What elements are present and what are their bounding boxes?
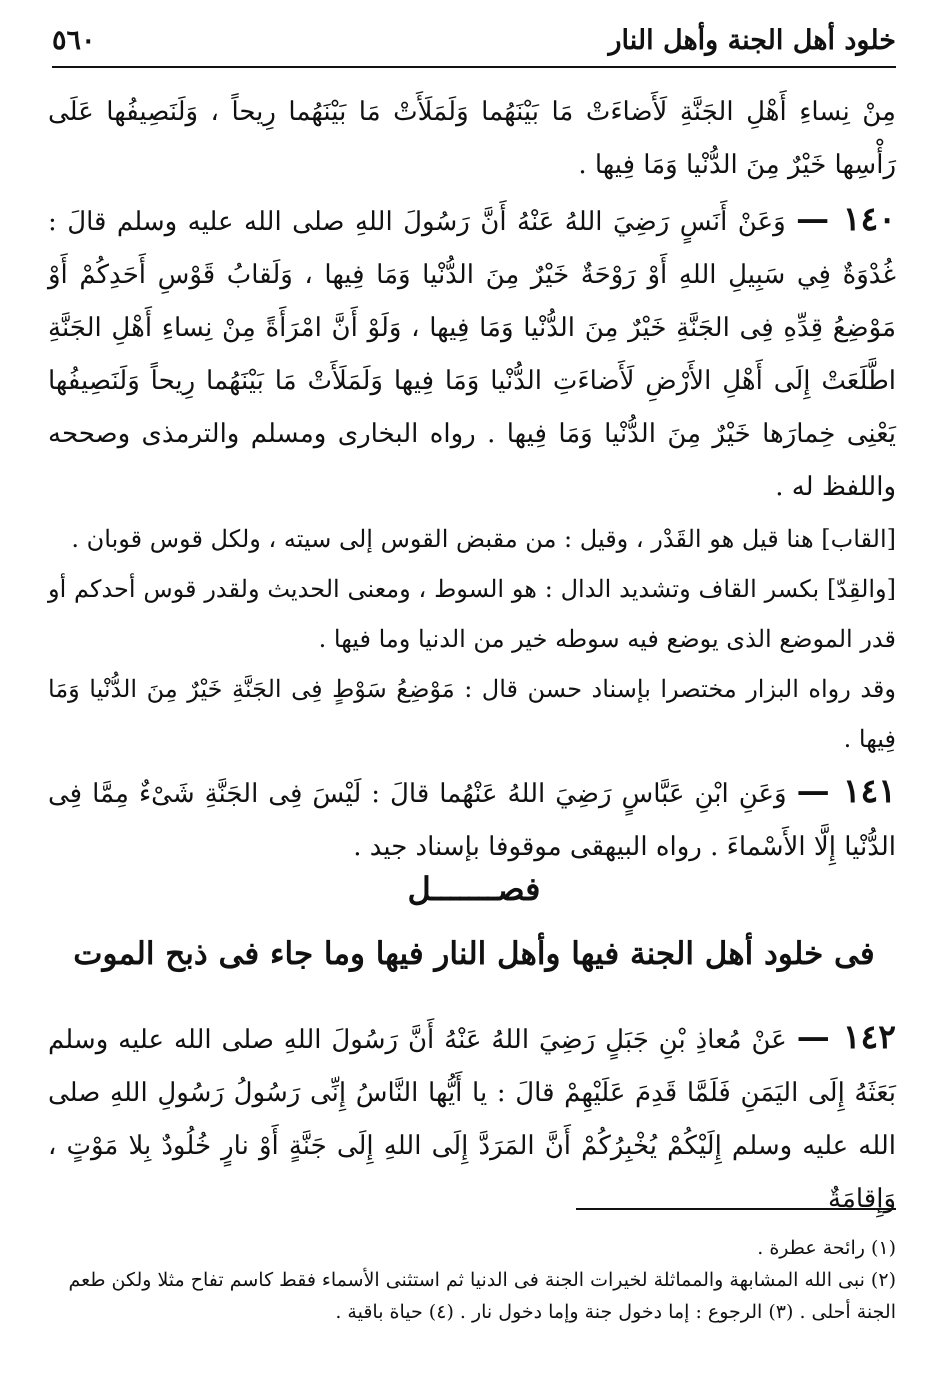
- paragraph-continuation: مِنْ نِساءِ أَهْلِ الجَنَّةِ لَأَضاءَتْ مَا بَيْنَهُما وَلَمَلَأَتْ مَا بَيْنَهُما رِيحاً ، وَلَنَصِيفُها عَلَى رَأْسِها خَيْرٌ مِنَ الدُّنْيا وَمَا فِيها .: [48, 97, 896, 180]
- hadith-141-text: وَعَنِ ابْنِ عَبَّاسٍ رَضِيَ اللهُ عَنْهُما قالَ : لَيْسَ فِى الجَنَّةِ شَىْءٌ مِمَّا فِى الدُّنْيا إِلَّا الأَسْماءَ . رواه البيهقى موقوفا بإسناد جيد .: [48, 779, 896, 862]
- hadith-142: [48, 1010, 896, 1226]
- main-text-lower: [48, 1010, 896, 1226]
- main-text-upper: [48, 86, 896, 874]
- page-number: ٥٦٠: [52, 24, 96, 56]
- note-bazzar: وقد رواه البزار مختصرا بإسناد حسن قال : مَوْضِعُ سَوْطٍ فِى الجَنَّةِ خَيْرٌ مِنَ الدُّنْيا وَمَا فِيها .: [48, 675, 896, 753]
- running-title: خلود أهل الجنة وأهل النار: [608, 24, 896, 56]
- footnotes: [48, 1232, 896, 1328]
- footnote-2-3-4: (٢) نبى الله المشابهة والمماثلة لخيرات الجنة فى الدنيا ثم استثنى الأسماء فقط كاسم تفاح مثلا ولكن طعم الجنة أحلى . (٣) الرجوع : إما دخول جنة وإما دخول نار . (٤) حياة باقية .: [68, 1269, 896, 1323]
- hadith-142-number: ١٤٢ —: [796, 1017, 896, 1056]
- note-qab: [القاب] هنا قيل هو القَدْر ، وقيل : من مقبض القوس إلى سيته ، ولكل قوس قوبان .: [71, 525, 896, 553]
- footnote-rule: [576, 1208, 896, 1210]
- section-heading-word: فصـــــــل: [407, 870, 541, 908]
- page-header: [52, 18, 896, 62]
- hadith-140: [48, 192, 896, 514]
- footnote-1: (١) رائحة عطرة .: [757, 1237, 896, 1259]
- note-qidd: [والقِدّ] بكسر القاف وتشديد الدال : هو السوط ، ومعنى الحديث ولقدر قوس أحدكم أو قدر الموضع الذى يوضع فيه سوطه خير من الدنيا وما فيها .: [48, 575, 896, 653]
- hadith-141-number: ١٤١ —: [796, 771, 896, 810]
- hadith-142-text: عَنْ مُعاذِ بْنِ جَبَلٍ رَضِيَ اللهُ عَنْهُ أَنَّ رَسُولَ اللهِ صلى الله عليه وسلم بَعَثَهُ إِلَى اليَمَنِ فَلَمَّا قَدِمَ عَلَيْهِمْ قالَ : يا أَيُّها النَّاسُ إِنِّى رَسُولُ رَسُولِ اللهِ صلى الله عليه وسلم إِلَيْكُمْ يُخْبِرُكُمْ أَنَّ المَرَدَّ إِلَى اللهِ إِلَى جَنَّةٍ أَوْ نارٍ خُلُودٌ بِلا مَوْتٍ ، وَإِقامَةٌ: [48, 1025, 896, 1214]
- hadith-140-number: ١٤٠ —: [796, 199, 896, 238]
- hadith-141: [48, 764, 896, 874]
- section-title: فى خلود أهل الجنة فيها وأهل النار فيها وما جاء فى ذبح الموت: [73, 936, 875, 972]
- header-rule: [52, 66, 896, 68]
- hadith-140-text: وَعَنْ أَنَسٍ رَضِيَ اللهُ عَنْهُ أَنَّ رَسُولَ اللهِ صلى الله عليه وسلم قالَ : غُدْوَةٌ فِي سَبِيلِ اللهِ أَوْ رَوْحَةٌ خَيْرٌ مِنَ الدُّنْيا وَمَا فِيها ، وَلَقابُ قَوْسِ أَحَدِكُمْ أَوْ مَوْضِعُ قِدِّهِ فِى الجَنَّةِ خَيْرٌ مِنَ الدُّنْيا وَمَا فِيها ، وَلَوْ أَنَّ امْرَأَةً مِنْ نِساءِ أَهْلِ الجَنَّةِ اطَّلَعَتْ إِلَى أَهْلِ الأَرْضِ لَأَضاءَتِ الدُّنْيا وَمَا فِيها وَلَمَلَأَتْ مَا بَيْنَهُما رِيحاً وَلَنَصِيفُها يَعْنِى خِمارَها خَيْرٌ مِنَ الدُّنْيا وَمَا فِيها . رواه البخارى ومسلم والترمذى وصححه واللفظ له .: [48, 207, 896, 502]
